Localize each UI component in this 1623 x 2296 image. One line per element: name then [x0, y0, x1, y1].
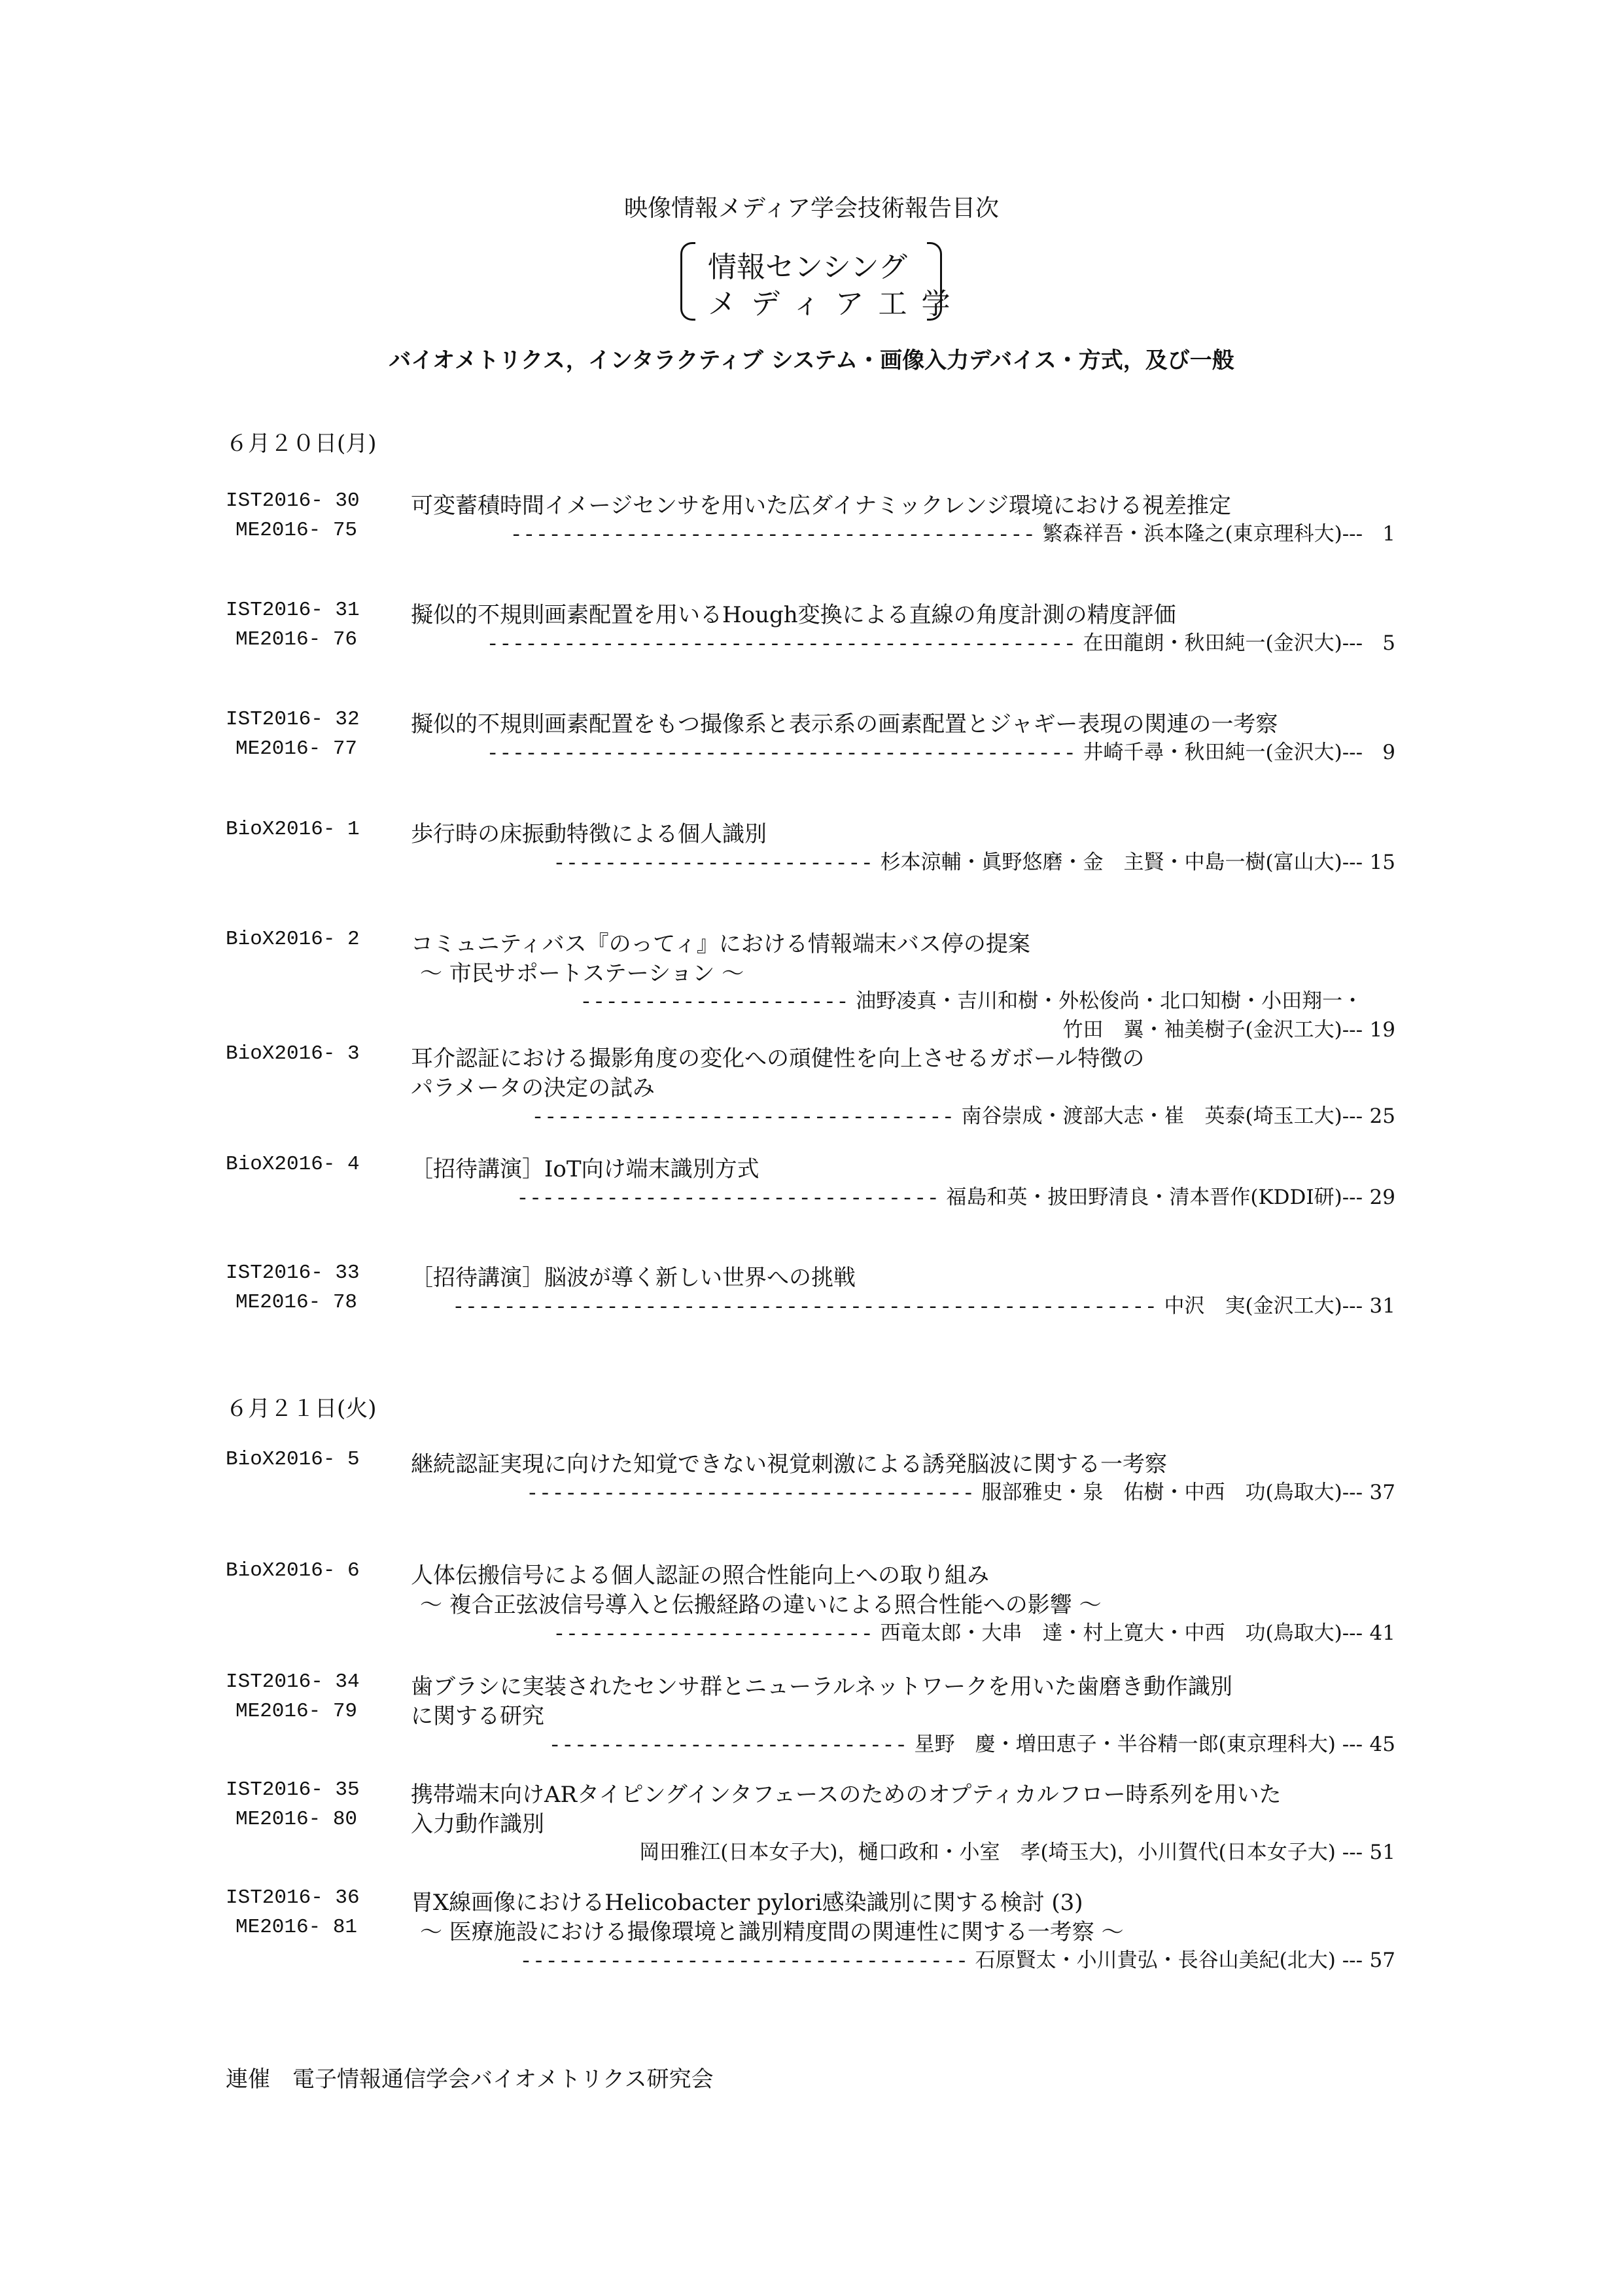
leader-dashes: --------------------------------- [531, 1106, 955, 1129]
report-title: 映像情報メディア学会技術報告目次 [623, 195, 1000, 222]
author-names: 福島和英・披田野清良・清本晋作(KDDI研)--- [946, 1186, 1363, 1209]
page-number: 45 [1369, 1733, 1395, 1756]
entry-authors [639, 1835, 1395, 1865]
entry-title: コミュニティバス『のってィ』における情報端末バス停の提案 [411, 931, 1030, 957]
page-number: 5 [1382, 631, 1395, 655]
left-brace-icon [680, 242, 695, 321]
entry-code-secondary: ME2016- 78 [236, 1291, 358, 1314]
entry-title: ［招待講演］IoT向け端末識別方式 [411, 1156, 759, 1182]
author-names: 杉本涼輔・眞野悠磨・金 主賢・中島一樹(富山大)--- [880, 851, 1363, 874]
entry-authors [549, 1727, 1395, 1757]
subject-heading: バイオメトリクス，インタラクティブ システム・画像入力デバイス・方式，及び一般 [389, 347, 1234, 374]
entry-title: 擬似的不規則画素配置を用いるHough変換による直線の角度計測の精度評価 [411, 602, 1176, 628]
category-line-1: 情報センシング [708, 251, 907, 284]
entry-code-secondary: ME2016- 75 [236, 519, 358, 542]
entry-code-secondary: ME2016- 79 [236, 1700, 358, 1723]
entry-title-continued: に関する研究 [411, 1703, 544, 1729]
co-sponsor-note: 連催 電子情報通信学会バイオメトリクス研究会 [226, 2066, 714, 2093]
entry-code-secondary: ME2016- 77 [236, 737, 358, 760]
entry-authors [487, 626, 1395, 656]
category-bracket [680, 242, 965, 321]
entry-title: 継続認証実現に向けた知覚できない視覚刺激による誘発脳波に関する一考察 [411, 1451, 1167, 1477]
author-names: 石原賢太・小川貴弘・長谷山美紀(北大) --- [975, 1949, 1363, 1972]
page-number: 57 [1369, 1949, 1395, 1972]
leader-dashes: ------------------------- [553, 853, 874, 875]
entry-code: BioX2016- 6 [226, 1559, 360, 1582]
entry-code: BioX2016- 3 [226, 1042, 360, 1065]
entry-title: 可変蓄積時間イメージセンサを用いた広ダイナミックレンジ環境における視差推定 [411, 493, 1231, 519]
entry-authors [580, 984, 1395, 1014]
leader-dashes: ----------------------------------- [519, 1951, 969, 1973]
entry-subtitle: ～ 医療施設における撮像環境と識別精度間の関連性に関する一考察 ～ [420, 1919, 1124, 1945]
leader-dashes: ----------------------------------------- [510, 524, 1036, 547]
author-names: 在田龍朗・秋田純一(金沢大)--- [1083, 631, 1363, 655]
entry-authors [532, 1099, 1395, 1129]
page-number: 29 [1369, 1186, 1395, 1209]
page-number: 51 [1369, 1841, 1395, 1864]
author-names: 中沢 実(金沢工大)--- [1164, 1294, 1363, 1318]
author-names: 繁森祥吾・浜本隆之(東京理科大)--- [1042, 522, 1363, 546]
entry-title: ［招待講演］脳波が導く新しい世界への挑戦 [411, 1265, 856, 1291]
entry-code: IST2016- 35 [226, 1778, 360, 1801]
entry-title: 耳介認証における撮影角度の変化への頑健性を向上させるガボール特徴の [411, 1046, 1145, 1072]
author-names: 井崎千尋・秋田純一(金沢大)--- [1083, 741, 1363, 764]
leader-dashes: ---------------------------------------------- [486, 633, 1077, 656]
entry-title-continued: パラメータの決定の試み [411, 1075, 655, 1101]
leader-dashes: --------------------------------- [516, 1188, 940, 1210]
entry-authors [517, 1180, 1395, 1210]
page-number: 15 [1369, 851, 1395, 874]
entry-code-secondary: ME2016- 80 [236, 1808, 358, 1831]
entry-code: BioX2016- 5 [226, 1448, 360, 1471]
entry-authors [520, 1943, 1395, 1973]
page-number: 1 [1382, 522, 1395, 546]
entry-title: 携帯端末向けARタイピングインタフェースのためのオプティカルフロー時系列を用いた [411, 1782, 1282, 1808]
page-number: 25 [1369, 1104, 1395, 1128]
entry-title: 歩行時の床振動特徴による個人識別 [411, 821, 767, 847]
entry-authors [452, 1289, 1395, 1319]
entry-code: IST2016- 31 [226, 599, 360, 622]
leader-dashes: ---------------------------------------------- [486, 743, 1077, 766]
entry-code: IST2016- 30 [226, 489, 360, 512]
entry-authors [510, 517, 1395, 547]
entry-authors [553, 1616, 1395, 1646]
author-names: 服部雅史・泉 佑樹・中西 功(鳥取大)--- [981, 1481, 1363, 1504]
entry-authors-continued [1063, 1013, 1395, 1042]
author-names: 星野 慶・増田恵子・半谷精一郎(東京理科大) --- [914, 1733, 1363, 1756]
date-heading-1: ６月２０日(月) [226, 431, 377, 457]
leader-dashes: ------------------------------------------------------- [452, 1296, 1158, 1319]
leader-dashes: ------------------------- [553, 1623, 874, 1646]
entry-subtitle: ～ 複合正弦波信号導入と伝搬経路の違いによる照合性能への影響 ～ [420, 1592, 1102, 1618]
leader-dashes: ----------------------------------- [526, 1483, 975, 1506]
page-number: 9 [1382, 741, 1395, 764]
author-names: 油野凌真・吉川和樹・外松俊尚・北口知樹・小田翔一・ [856, 989, 1363, 1013]
entry-code: BioX2016- 4 [226, 1153, 360, 1176]
page-number: 31 [1369, 1294, 1395, 1318]
entry-code: BioX2016- 2 [226, 928, 360, 951]
entry-code: IST2016- 36 [226, 1886, 360, 1909]
author-names: 岡田雅江(日本女子大)，樋口政和・小室 孝(埼玉大)，小川賀代(日本女子大) --- [639, 1841, 1363, 1864]
page-number: 19 [1369, 1018, 1395, 1042]
page-number: 37 [1369, 1481, 1395, 1504]
entry-title: 歯ブラシに実装されたセンサ群とニューラルネットワークを用いた歯磨き動作識別 [411, 1674, 1232, 1700]
entry-code: IST2016- 34 [226, 1670, 360, 1693]
entry-code-secondary: ME2016- 81 [236, 1916, 358, 1939]
entry-title: 擬似的不規則画素配置をもつ撮像系と表示系の画素配置とジャギー表現の関連の一考察 [411, 711, 1278, 737]
leader-dashes: --------------------- [580, 991, 850, 1014]
right-brace-icon [927, 242, 942, 321]
author-names: 竹田 翼・袖美樹子(金沢工大)--- [1062, 1018, 1363, 1042]
entry-code: BioX2016- 1 [226, 818, 360, 841]
entry-authors [487, 735, 1395, 766]
entry-authors [527, 1475, 1395, 1506]
entry-code-secondary: ME2016- 76 [236, 628, 358, 651]
entry-title: 胃X線画像におけるHelicobacter pylori感染識別に関する検討 (3) [411, 1890, 1083, 1916]
entry-authors [553, 845, 1395, 875]
entry-title-continued: 入力動作識別 [411, 1811, 544, 1837]
entry-subtitle: ～ 市民サポートステーション ～ [420, 961, 744, 987]
page-number: 41 [1369, 1621, 1395, 1645]
author-names: 西竜太郎・大串 達・村上寛大・中西 功(鳥取大)--- [880, 1621, 1363, 1645]
entry-title: 人体伝搬信号による個人認証の照合性能向上への取り組み [411, 1563, 989, 1589]
date-heading-2: ６月２１日(火) [226, 1396, 377, 1422]
author-names: 南谷崇成・渡部大志・崔 英泰(埼玉工大)--- [961, 1104, 1363, 1128]
category-line-2: メディア工学 [708, 287, 965, 321]
entry-code: IST2016- 33 [226, 1262, 360, 1284]
leader-dashes: ---------------------------- [548, 1735, 908, 1757]
entry-code: IST2016- 32 [226, 708, 360, 731]
